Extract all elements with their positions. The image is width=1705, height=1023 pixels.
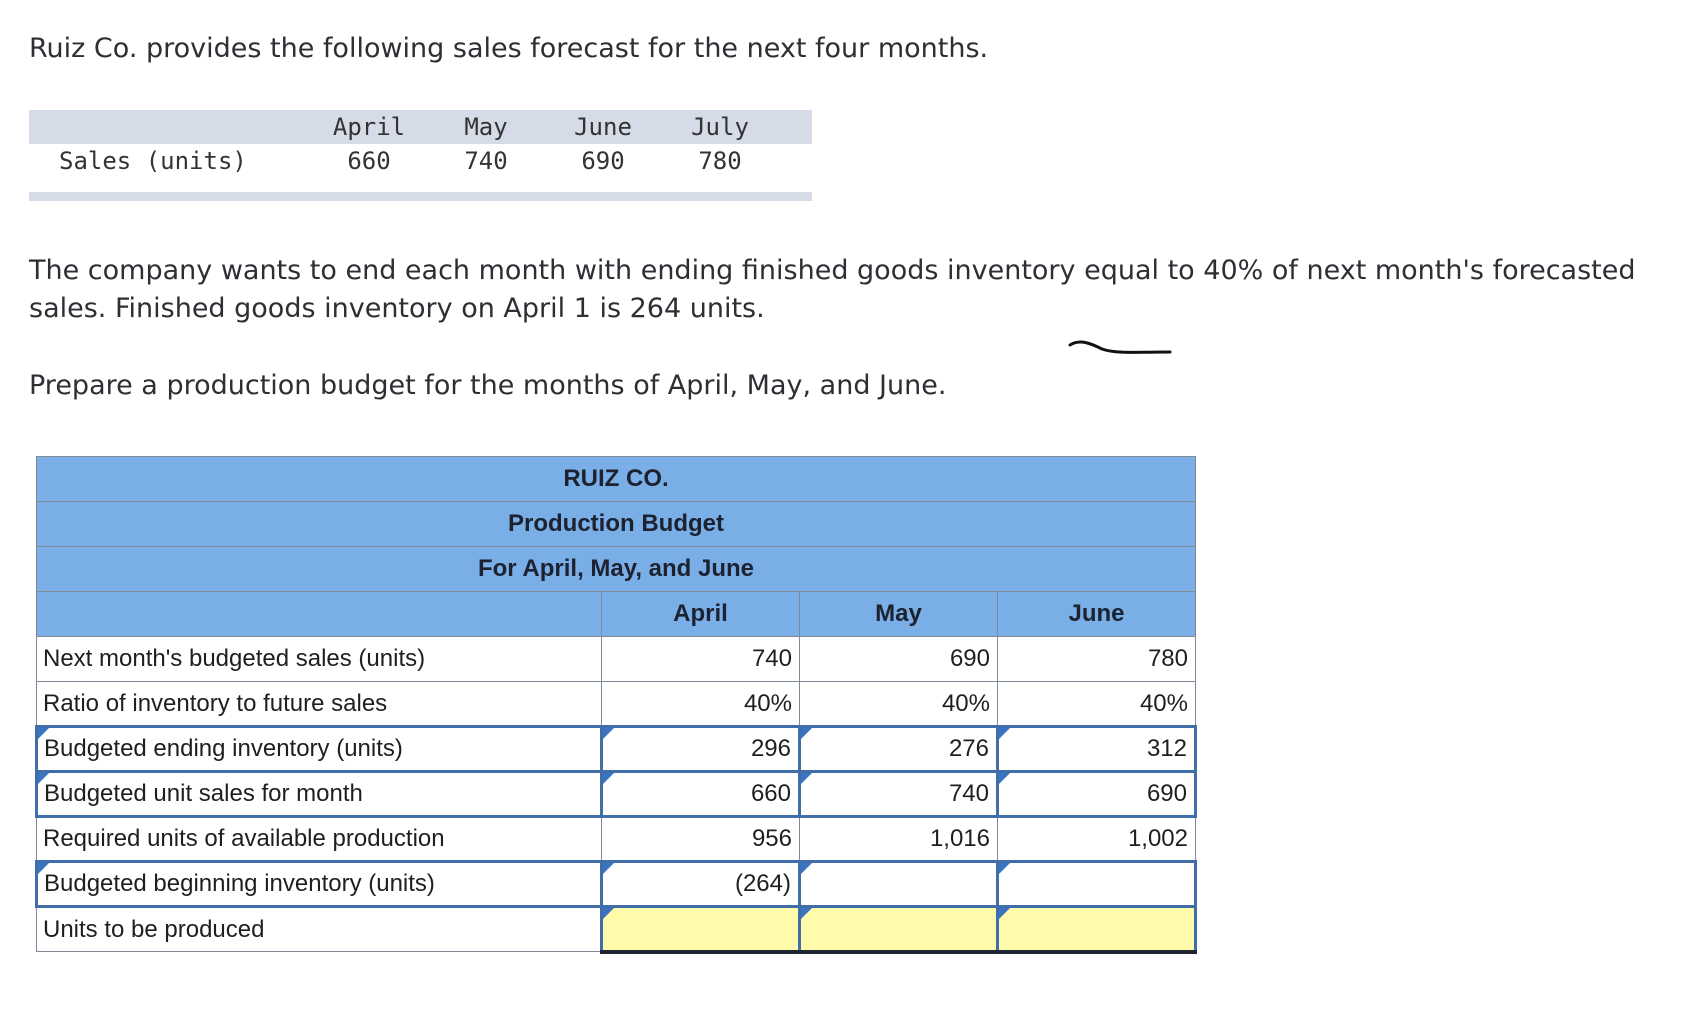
column-header-june: June	[998, 592, 1196, 637]
table-row	[37, 862, 1196, 907]
table-row	[37, 637, 1196, 682]
cell-may: 690	[800, 637, 998, 682]
budget-title: Production Budget	[37, 502, 1196, 547]
input-april-units-to-produce[interactable]	[602, 907, 800, 952]
table-row	[37, 817, 1196, 862]
forecast-row-label: Sales (units)	[59, 147, 247, 175]
forecast-value-june: 690	[581, 147, 625, 175]
task-paragraph: Prepare a production budget for the months of April, May, and June.	[29, 370, 947, 401]
column-header-may: May	[800, 592, 998, 637]
forecast-value-july: 780	[698, 147, 742, 175]
row-label-required-units: Required units of available production	[37, 817, 602, 862]
input-may-units-to-produce[interactable]	[800, 907, 998, 952]
forecast-month-july: July	[691, 113, 749, 141]
input-june-unit-sales[interactable]: 690	[998, 772, 1196, 817]
forecast-header-row	[29, 110, 812, 144]
cell-may: 1,016	[800, 817, 998, 862]
cell-april: 956	[602, 817, 800, 862]
budget-period-row	[37, 547, 1196, 592]
budget-column-headers	[37, 592, 1196, 637]
budget-period: For April, May, and June	[37, 547, 1196, 592]
forecast-values-row	[29, 144, 812, 180]
row-label-units-to-produce: Units to be produced	[37, 907, 602, 952]
budget-title-row	[37, 502, 1196, 547]
table-row	[37, 682, 1196, 727]
intro-text: Ruiz Co. provides the following sales forecast for the next four months.	[29, 33, 989, 64]
input-june-units-to-produce[interactable]	[998, 907, 1196, 952]
forecast-value-may: 740	[464, 147, 508, 175]
row-label-ending-inventory[interactable]: Budgeted ending inventory (units)	[37, 727, 602, 772]
input-april-ending-inventory[interactable]: 296	[602, 727, 800, 772]
budget-title-row	[37, 457, 1196, 502]
table-row	[37, 727, 1196, 772]
cell-june: 780	[998, 637, 1196, 682]
cell-may: 40%	[800, 682, 998, 727]
input-april-unit-sales[interactable]: 660	[602, 772, 800, 817]
sales-forecast-table	[29, 110, 812, 201]
table-row	[37, 772, 1196, 817]
budget-company-name: RUIZ CO.	[37, 457, 1196, 502]
input-april-beginning-inventory[interactable]: (264)	[602, 862, 800, 907]
row-label-unit-sales[interactable]: Budgeted unit sales for month	[37, 772, 602, 817]
pen-mark	[1068, 337, 1173, 359]
column-header-april: April	[602, 592, 800, 637]
forecast-month-april: April	[332, 113, 406, 141]
forecast-month-may: May	[464, 113, 508, 141]
instructions-paragraph: The company wants to end each month with ending finished goods inventory equal to 40% of next month's forecasted sales. Finished goods inventory on April 1 is 264 units.	[29, 255, 1636, 324]
cell-april: 740	[602, 637, 800, 682]
input-june-beginning-inventory[interactable]	[998, 862, 1196, 907]
input-may-ending-inventory[interactable]: 276	[800, 727, 998, 772]
row-label-beginning-inventory[interactable]: Budgeted beginning inventory (units)	[37, 862, 602, 907]
cell-june: 40%	[998, 682, 1196, 727]
forecast-value-april: 660	[347, 147, 391, 175]
cell-april: 40%	[602, 682, 800, 727]
production-budget-table	[35, 456, 1197, 954]
forecast-bottom-band	[29, 192, 812, 201]
table-row	[37, 907, 1196, 952]
input-may-unit-sales[interactable]: 740	[800, 772, 998, 817]
row-label-inventory-ratio: Ratio of inventory to future sales	[37, 682, 602, 727]
blank-header-cell	[37, 592, 602, 637]
input-may-beginning-inventory[interactable]	[800, 862, 998, 907]
forecast-month-june: June	[574, 113, 632, 141]
cell-june: 1,002	[998, 817, 1196, 862]
row-label-next-month-sales: Next month's budgeted sales (units)	[37, 637, 602, 682]
input-june-ending-inventory[interactable]: 312	[998, 727, 1196, 772]
